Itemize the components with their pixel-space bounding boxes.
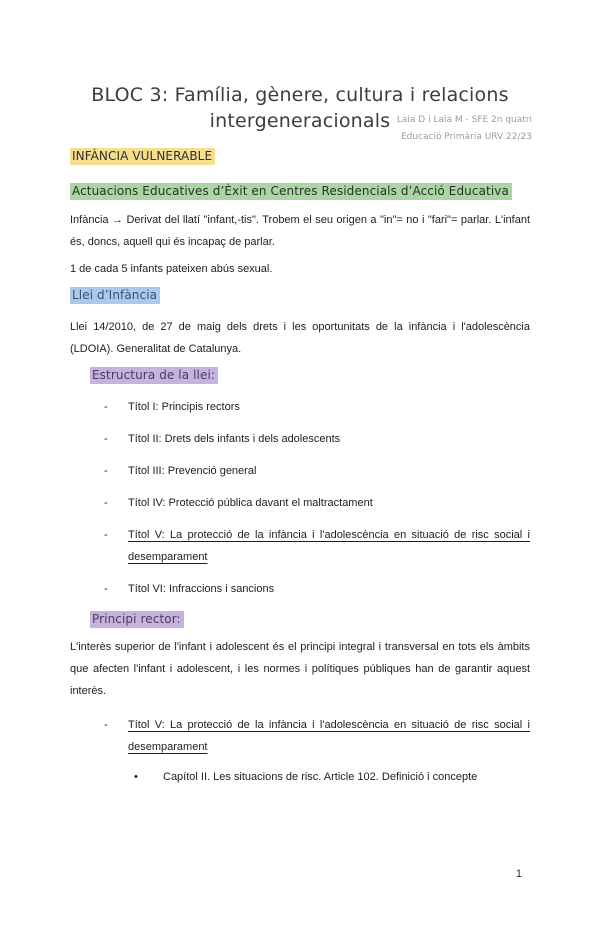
section-actuacions (70, 182, 530, 200)
list-item-text: Títol III: Prevenció general (128, 465, 257, 477)
page-title-line2: intergeneracionals (209, 110, 391, 132)
section-llei-infancia (70, 286, 530, 304)
list-item-titol-4 (70, 492, 530, 514)
list-item-titol-5-repeat (70, 714, 530, 758)
list-item-titol-1 (70, 396, 530, 418)
list-item-text: Títol II: Drets dels infants i dels adolescents (128, 433, 341, 445)
list-item-capitol-2 (70, 766, 530, 788)
llei-titols-list (70, 396, 530, 600)
list-item-titol-3 (70, 460, 530, 482)
section-infancia-vulnerable (70, 147, 530, 165)
paragraph-interes-superior: L'interès superior de l'infant i adolescent és el principi integral i transversal en tots els àmbits que afecten l'infant i adolescent, i les normes i polítiques públiques han de garantir aquest interès. (70, 641, 530, 697)
page-title-line1: BLOC 3: Família, gènere, cultura i relacions (91, 84, 509, 106)
paragraph-infancia-definicio: Infància → Derivat del llatí "infant,-tis". Trobem el seu origen a "in"= no i "fari"= parlar. L'infant és, doncs, aquell qui és incapaç de parlar. (70, 214, 530, 248)
dash-marker: - (104, 433, 108, 445)
heading-actuacions-educatives: Actuacions Educatives d’Èxit en Centres Residencials d’Acció Educativa (70, 183, 512, 200)
list-item-text: Capítol II. Les situacions de risc. Article 102. Definició i concepte (163, 771, 478, 783)
document-page (0, 82, 600, 930)
dash-marker: - (104, 719, 108, 731)
list-item-text: Títol VI: Infraccions i sancions (128, 583, 275, 595)
heading-estructura-llei: Estructura de la llei: (90, 367, 218, 384)
list-item-titol-6 (70, 578, 530, 600)
list-item-titol-5-underlined (70, 524, 530, 568)
header-course: Educació Primària URV 22/23 (400, 132, 532, 142)
list-item-titol-2 (70, 428, 530, 450)
titol-v-repeat-list (70, 714, 530, 758)
list-item-text: Títol V: La protecció de la infància i l'adolescència en situació de risc social i desemparament (128, 529, 530, 563)
section-principi-rector (70, 610, 530, 628)
heading-llei-infancia: Llei d’Infància (70, 287, 160, 304)
list-item-text: Títol I: Principis rectors (128, 401, 240, 413)
capitol-sublist (70, 766, 530, 788)
bullet-marker: • (134, 771, 138, 783)
list-item-text: Títol V: La protecció de la infància i l'adolescència en situació de risc social i desemparament (128, 719, 530, 753)
heading-principi-rector: Principi rector: (90, 611, 184, 628)
paragraph-estadistica-abus: 1 de cada 5 infants pateixen abús sexual. (70, 263, 273, 275)
page-number: 1 (515, 868, 522, 880)
section-estructura-llei (70, 366, 530, 384)
dash-marker: - (104, 465, 108, 477)
header-authors: Laia D i Laia M - SFE 2n quatri (396, 115, 532, 125)
dash-marker: - (104, 529, 108, 541)
list-item-text: Títol IV: Protecció pública davant el maltractament (128, 497, 373, 509)
dash-marker: - (104, 401, 108, 413)
document-body (0, 147, 600, 788)
document-header (397, 112, 532, 146)
dash-marker: - (104, 583, 108, 595)
heading-infancia-vulnerable: INFÀNCIA VULNERABLE (70, 148, 215, 165)
paragraph-llei-14-2010: Llei 14/2010, de 27 de maig dels drets i les oportunitats de la infància i l'adolescència (LDOIA). Generalitat de Catalunya. (70, 321, 530, 355)
dash-marker: - (104, 497, 108, 509)
